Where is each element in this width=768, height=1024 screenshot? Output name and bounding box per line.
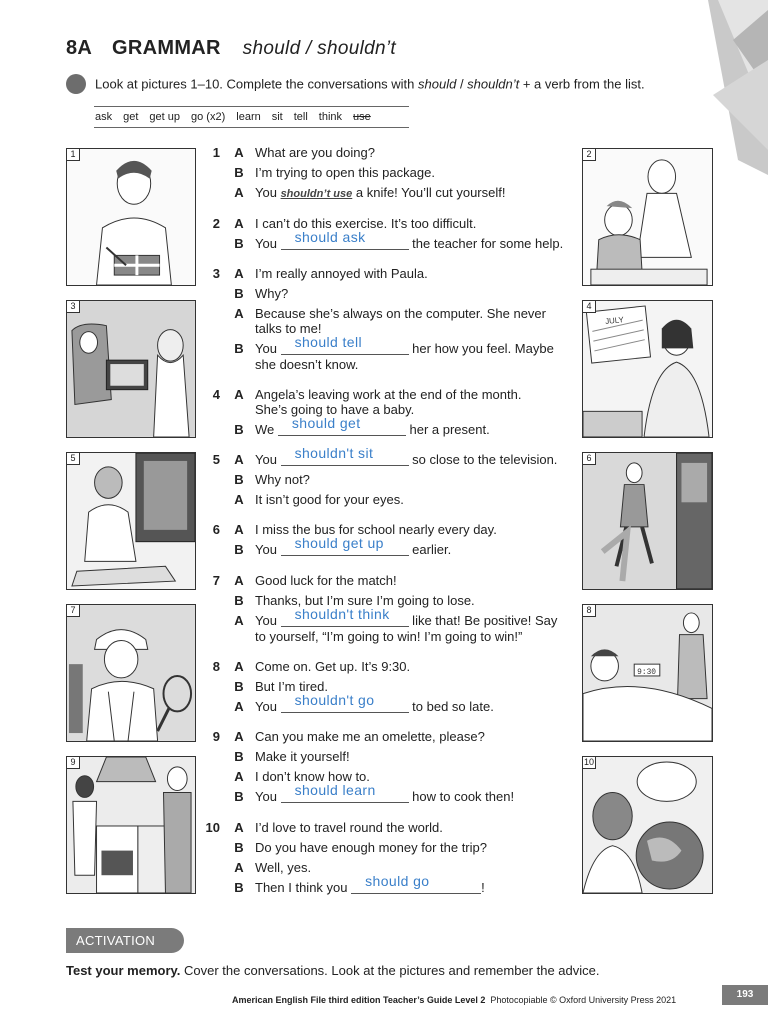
dialogue-text: her how you feel. Maybe <box>408 341 554 356</box>
speaker-label: A <box>234 769 244 784</box>
dialogue-text: You <box>255 452 281 467</box>
answer-blank[interactable] <box>278 415 406 436</box>
item-number: 9 <box>212 729 220 744</box>
word-item: get <box>123 111 139 123</box>
dialogue-text: Thanks, but I’m sure I’m going to lose. <box>255 593 475 608</box>
speaker-label: B <box>234 472 244 487</box>
dialogue-text: I miss the bus for school nearly every day. <box>255 522 497 537</box>
page-title <box>66 37 396 60</box>
speaker-label: A <box>234 613 244 628</box>
speaker-label: A <box>234 492 244 507</box>
picture-number: 9 <box>66 756 80 769</box>
speaker-label: A <box>234 522 244 537</box>
picture-number: 10 <box>583 757 594 767</box>
handwritten-answer: should get <box>291 415 361 431</box>
dialogue-text: Good luck for the match! <box>255 573 397 588</box>
speaker-label: B <box>234 789 244 804</box>
picture-number: 7 <box>66 604 80 617</box>
dialogue-text: how to cook then! <box>408 789 515 804</box>
conv-3-line-3b <box>202 321 578 337</box>
dialogue-text: ! <box>481 880 485 895</box>
decorative-corner-graphic <box>708 0 768 175</box>
dialogue-text: You <box>255 236 281 251</box>
bullet-icon <box>66 74 86 94</box>
conv-10-line-1 <box>202 820 578 836</box>
speaker-label: A <box>234 185 244 200</box>
conv-10-line-2 <box>202 840 578 856</box>
dialogue-text: her a present. <box>405 422 490 437</box>
speaker-label: B <box>234 542 244 557</box>
footer <box>232 995 676 1005</box>
picture-8 <box>582 604 713 742</box>
conv-3-line-4b <box>202 357 578 373</box>
calendar-month-label: JULY <box>604 315 625 327</box>
students-homework-illustration <box>583 149 712 285</box>
speaker-label: B <box>234 679 244 694</box>
dialogue-text: a knife! You’ll cut yourself! <box>352 185 506 200</box>
dialogue-text: You <box>255 542 281 557</box>
conv-2-line-2 <box>202 229 578 252</box>
dialogue-text: to bed so late. <box>408 699 494 714</box>
speaker-label: A <box>234 573 244 588</box>
word-item: sit <box>271 111 283 123</box>
handwritten-answer: should tell <box>294 334 363 350</box>
speaker-label: B <box>234 165 244 180</box>
picture-3 <box>66 300 196 438</box>
answer-blank[interactable] <box>351 873 481 894</box>
dialogue-text: earlier. <box>408 542 452 557</box>
dialogue-text: Can you make me an omelette, please? <box>255 729 485 744</box>
speaker-label: B <box>234 593 244 608</box>
picture-number: 2 <box>582 148 596 161</box>
dialogue-text: You <box>255 341 281 356</box>
travel-dreaming-illustration <box>583 757 712 893</box>
dialogue-text: Because she’s always on the computer. She never <box>255 306 546 321</box>
dialogue-text: Make it yourself! <box>255 749 350 764</box>
picture-7 <box>66 604 196 742</box>
conv-7-line-3b <box>202 629 578 645</box>
conv-8-line-2 <box>202 679 578 695</box>
conv-9-line-1 <box>202 729 578 745</box>
answer-blank[interactable] <box>281 334 409 355</box>
word-item: tell <box>293 111 308 123</box>
item-number: 10 <box>205 820 220 835</box>
speaker-label: A <box>234 860 244 875</box>
handwritten-answer: shouldn't go <box>294 692 375 708</box>
answer-blank[interactable] <box>281 692 409 713</box>
answer-blank[interactable] <box>281 445 409 466</box>
picture-10 <box>582 756 713 894</box>
conv-3-line-3 <box>202 306 578 322</box>
picture-1 <box>66 148 196 286</box>
picture-number: 3 <box>66 300 80 313</box>
conv-10-line-4 <box>202 873 578 896</box>
answer-blank[interactable] <box>281 782 409 803</box>
dialogue-text: But I’m tired. <box>255 679 328 694</box>
picture-9 <box>66 756 196 894</box>
instruction-text: Look at pictures 1–10. Complete the conversations with <box>95 76 419 92</box>
picture-6 <box>582 452 713 590</box>
dialogue-text: I don’t know how to. <box>255 769 370 784</box>
speaker-label: B <box>234 236 244 251</box>
dialogue-text: talks to me! <box>255 321 322 336</box>
conv-7-line-3 <box>202 606 578 629</box>
picture-number: 1 <box>66 148 80 161</box>
handwritten-answer: shouldn't sit <box>294 445 374 461</box>
conv-7-line-2 <box>202 593 578 609</box>
activation-bold: Test your memory. <box>66 963 181 978</box>
kitchen-cooking-illustration <box>67 757 195 893</box>
person-opening-package-illustration <box>67 149 195 285</box>
picture-4 <box>582 300 713 438</box>
handwritten-answer: shouldn't think <box>294 606 390 622</box>
couple-computer-illustration <box>67 301 195 437</box>
instruction-tail: + a verb from the list. <box>519 76 645 92</box>
conv-9-line-3 <box>202 769 578 785</box>
dialogue-text: I’m really annoyed with Paula. <box>255 266 428 281</box>
speaker-label: A <box>234 729 244 744</box>
conv-9-line-4 <box>202 782 578 805</box>
picture-number: 8 <box>582 604 596 617</box>
dialogue-text: I can’t do this exercise. It’s too difficult. <box>255 216 477 231</box>
item-number: 4 <box>212 387 220 402</box>
instructions <box>66 75 706 95</box>
speaker-label: A <box>234 387 244 402</box>
conv-7-line-1 <box>202 573 578 589</box>
dialogue-text: You <box>255 789 281 804</box>
handwritten-answer: should get up <box>294 535 384 551</box>
instruction-shouldnt: shouldn’t <box>467 76 520 92</box>
picture-number: 5 <box>66 452 80 465</box>
conv-9-line-2 <box>202 749 578 765</box>
conv-4-line-1b <box>202 402 578 418</box>
conv-5-line-1 <box>202 445 578 468</box>
speaker-label: A <box>234 145 244 160</box>
instruction-should: should <box>418 76 457 92</box>
activation-text: Cover the conversations. Look at the pictures and remember the advice. <box>180 963 600 978</box>
dialogue-text: so close to the television. <box>408 452 558 467</box>
word-item: ask <box>95 111 113 123</box>
speaker-label: B <box>234 840 244 855</box>
dialogue-text: We <box>255 422 278 437</box>
answer-blank[interactable] <box>281 229 409 250</box>
conv-1-line-3 <box>202 185 578 202</box>
conv-3-line-4 <box>202 334 578 357</box>
clock-time-label: 9:30 <box>637 667 657 677</box>
word-list <box>94 106 409 128</box>
speaker-label: A <box>234 216 244 231</box>
topic-label: should / shouldn’t <box>242 38 396 59</box>
dialogue-text: You <box>255 613 281 628</box>
word-item-used: use <box>353 111 371 123</box>
picture-5 <box>66 452 196 590</box>
dialogue-text: like that! Be positive! Say <box>408 613 558 628</box>
handwritten-answer: should go <box>365 873 430 889</box>
answer-blank[interactable] <box>281 606 409 627</box>
word-item: get up <box>149 111 181 123</box>
dialogue-text: What are you doing? <box>255 145 375 160</box>
speaker-label: B <box>234 749 244 764</box>
boy-in-bed-illustration <box>583 605 712 741</box>
girl-running-for-bus-illustration <box>583 453 712 589</box>
item-number: 1 <box>212 145 220 160</box>
speaker-label: A <box>234 266 244 281</box>
activation-instruction <box>66 963 600 978</box>
conv-3-line-1 <box>202 266 578 282</box>
dialogue-text: I’d love to travel round the world. <box>255 820 443 835</box>
conv-1-line-2 <box>202 165 578 181</box>
word-item: think <box>318 111 343 123</box>
picture-2 <box>582 148 713 286</box>
footer-copyright: Photocopiable © Oxford University Press 2021 <box>490 995 677 1005</box>
section-label: GRAMMAR <box>112 37 221 59</box>
conv-8-line-3 <box>202 692 578 715</box>
dialogue-text: Come on. Get up. It’s 9:30. <box>255 659 411 674</box>
item-number: 6 <box>212 522 220 537</box>
handwritten-answer: should ask <box>294 229 366 245</box>
item-number: 2 <box>212 216 220 231</box>
word-item: learn <box>236 111 261 123</box>
conv-4-line-2 <box>202 415 578 438</box>
item-number: 3 <box>212 266 220 281</box>
item-number: 8 <box>212 659 220 674</box>
word-item: go (x2) <box>191 111 226 123</box>
speaker-label: A <box>234 306 244 321</box>
speaker-label: B <box>234 286 244 301</box>
dialogue-text: Do you have enough money for the trip? <box>255 840 487 855</box>
dialogue-text: Why? <box>255 286 289 301</box>
speaker-label: A <box>234 699 244 714</box>
dialogue-text: It isn’t good for your eyes. <box>255 492 404 507</box>
speaker-label: A <box>234 659 244 674</box>
dialogue-text: Well, yes. <box>255 860 312 875</box>
conv-6-line-1 <box>202 522 578 538</box>
speaker-label: B <box>234 341 244 356</box>
picture-number: 6 <box>582 452 596 465</box>
girl-near-television-illustration <box>67 453 195 589</box>
item-number: 7 <box>212 573 220 588</box>
conv-5-line-3 <box>202 492 578 508</box>
pregnant-woman-calendar-illustration <box>583 301 712 437</box>
tennis-player-illustration <box>67 605 195 741</box>
conv-6-line-2 <box>202 535 578 558</box>
conv-1-line-1 <box>202 145 578 161</box>
item-number: 5 <box>212 452 220 467</box>
dialogue-text: I’m trying to open this package. <box>255 165 435 180</box>
dialogue-text: Then I think you <box>255 880 352 895</box>
conv-4-line-1 <box>202 387 578 403</box>
dialogue-text: to yourself, “I’m going to win! I’m going to win!” <box>255 629 523 644</box>
unit-number: 8A <box>66 37 93 59</box>
dialogue-text: the teacher for some help. <box>408 236 564 251</box>
conv-2-line-1 <box>202 216 578 232</box>
answer-blank[interactable] <box>281 535 409 556</box>
instruction-slash: / <box>456 76 468 92</box>
example-answer: shouldn’t use <box>280 188 353 200</box>
dialogue-text: Angela’s leaving work at the end of the month. <box>255 387 522 402</box>
conv-5-line-2 <box>202 472 578 488</box>
handwritten-answer: should learn <box>294 782 376 798</box>
dialogue-text: she doesn’t know. <box>255 357 359 372</box>
picture-number: 4 <box>582 300 596 313</box>
conv-8-line-1 <box>202 659 578 675</box>
speaker-label: B <box>234 422 244 437</box>
dialogue-text: You <box>255 185 281 200</box>
footer-book-title: American English File third edition Teacher’s Guide Level 2 <box>232 995 486 1005</box>
dialogue-text: Why not? <box>255 472 310 487</box>
dialogue-text: She’s going to have a baby. <box>255 402 415 417</box>
dialogue-text: You <box>255 699 281 714</box>
speaker-label: A <box>234 452 244 467</box>
speaker-label: B <box>234 880 244 895</box>
page-number: 193 <box>722 985 768 1005</box>
speaker-label: A <box>234 820 244 835</box>
activation-heading: ACTIVATION <box>66 928 184 953</box>
conv-3-line-2 <box>202 286 578 302</box>
